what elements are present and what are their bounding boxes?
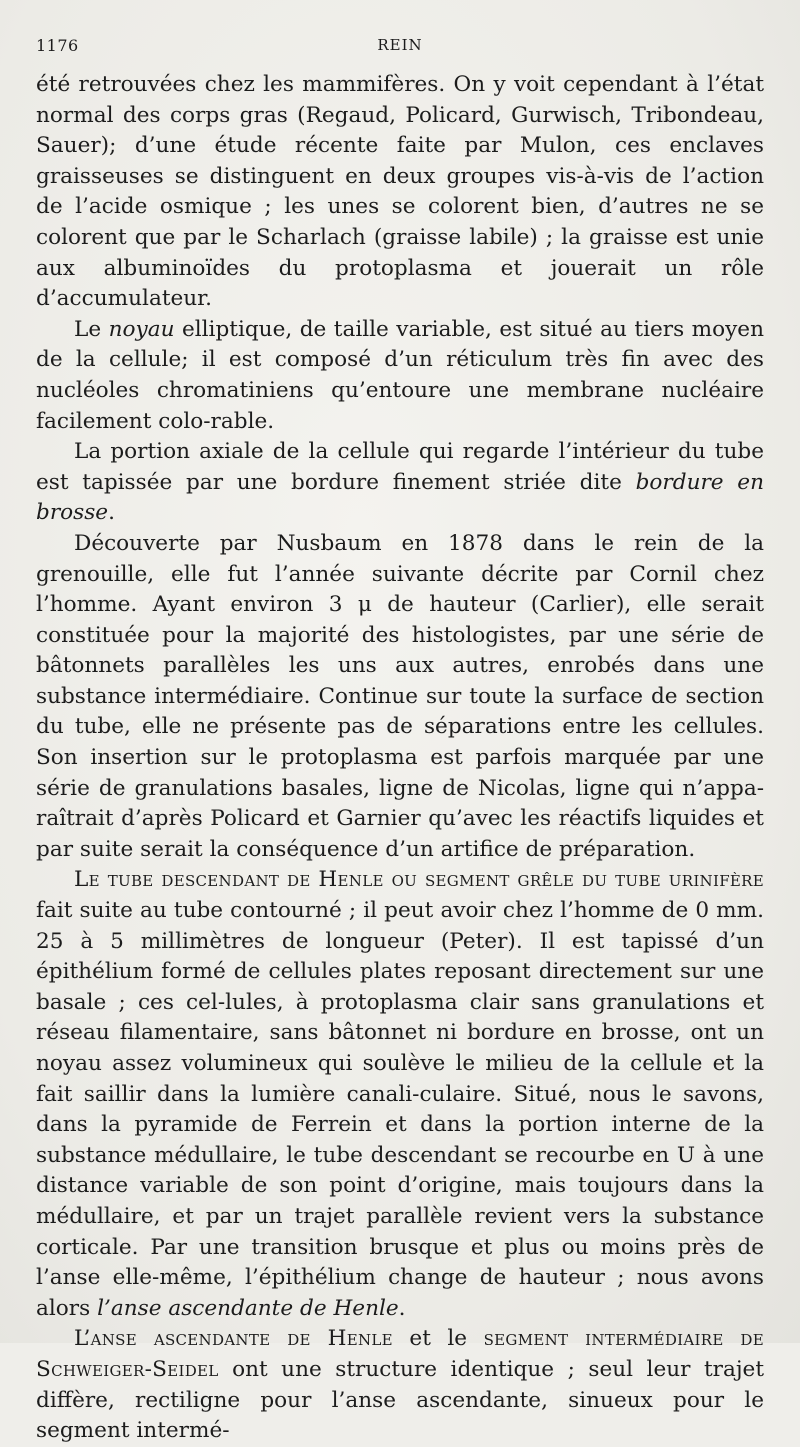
paragraph-6-mid: et le (392, 1326, 484, 1352)
paragraph-2-rest: elliptique, de taille variable, est situé au tiers moyen de la cellule; il est composé d’un réticulum très fin avec des nucléoles chromatiniens qu’entoure une membrane nucléaire facilement colo-rable. (36, 316, 764, 434)
running-title: REIN (377, 36, 423, 54)
section-heading-tube-descendant: Le tube descendant de Henle ou segment grêle du tube urinifère (74, 867, 764, 893)
paragraph-2 (36, 315, 764, 437)
term-anse-ascendante: l’anse ascendante de Henle (97, 1295, 399, 1321)
term-bordure-en-brosse: bordure en brosse (36, 469, 764, 526)
paragraph-5 (36, 865, 764, 1324)
paragraph-5-tail: . (398, 1295, 406, 1321)
paragraph-2-lead: Le (74, 316, 109, 342)
paragraph-3-lead: La portion axiale de la cellule qui regarde l’intérieur du tube est tapissée par une bordure finement striée dite (36, 439, 764, 495)
paragraph-3-tail: . (108, 500, 115, 526)
paragraph-4: Découverte par Nusbaum en 1878 dans le rein de la grenouille, elle fut l’année suivante décrite par Cornil chez l’homme. Ayant environ 3 μ de hauteur (Carlier), elle serait constituée pour la majorité des histologistes, par une série de bâtonnets parallèles les uns aux autres, enrobés dans une substance intermédiaire. Continue sur toute la surface de section du tube, elle ne présente pas de séparations entre les cellules. Son insertion sur le protoplasma est parfois marquée par une série de granulations basales, ligne de Nicolas, ligne qui n’appa-raîtrait d’après Policard et Garnier qu’avec les réactifs liquides et par suite serait la conséquence d’un artifice de préparation. (36, 530, 764, 862)
paragraph-6-rest: ont une structure identique ; seul leur trajet diffère, rectiligne pour l’anse ascendante, sinueux pour le segment intermé- (36, 1356, 764, 1444)
paragraph-5-rest: fait suite au tube contourné ; il peut avoir chez l’homme de 0 mm. 25 à 5 millimètres de longueur (Peter). Il est tapissé d’un épithélium formé de cellules plates reposant directement sur une basale ; ces cel-lules, à protoplasma clair sans granulations et réseau filamentaire, sans bâtonnet ni bordure en brosse, ont un noyau assez volumineux qui soulève le milieu de la cellule et la fait saillir dans la lumière canali-culaire. Situé, nous le savons, dans la pyramide de Ferrein et dans la portion interne de la substance médullaire, le tube descendant se recourbe en U à une distance variable de son point d’origine, mais toujours dans la médullaire, et par un trajet parallèle revient vers la substance corticale. Par une transition brusque et plus ou moins près de l’anse elle-même, l’épithélium change de hauteur ; nous avons alors (36, 898, 764, 1321)
section-heading-anse-ascendante: L’anse ascendante de Henle (74, 1326, 393, 1352)
running-head (36, 28, 764, 55)
term-noyau: noyau (108, 316, 175, 342)
paragraph-1: été retrouvées chez les mammifères. On y voit cependant à l’état normal des corps gras (Regaud, Policard, Gurwisch, Tribondeau, Sauer); d’une étude récente faite par Mulon, ces enclaves graisseuses se distinguent en deux groupes vis-à-vis de l’action de l’acide osmique ; les unes se colorent bien, d’autres ne se colorent que par le Scharlach (graisse labile) ; la graisse est unie aux albuminoïdes du protoplasma et jouerait un rôle d’accumulateur. (36, 72, 764, 312)
section-heading-segment-intermediaire: segment intermédiaire de Schweiger-Seidel (36, 1326, 764, 1382)
body-text (36, 70, 764, 1447)
paragraph-3 (36, 437, 764, 529)
page-number: 1176 (36, 36, 79, 55)
